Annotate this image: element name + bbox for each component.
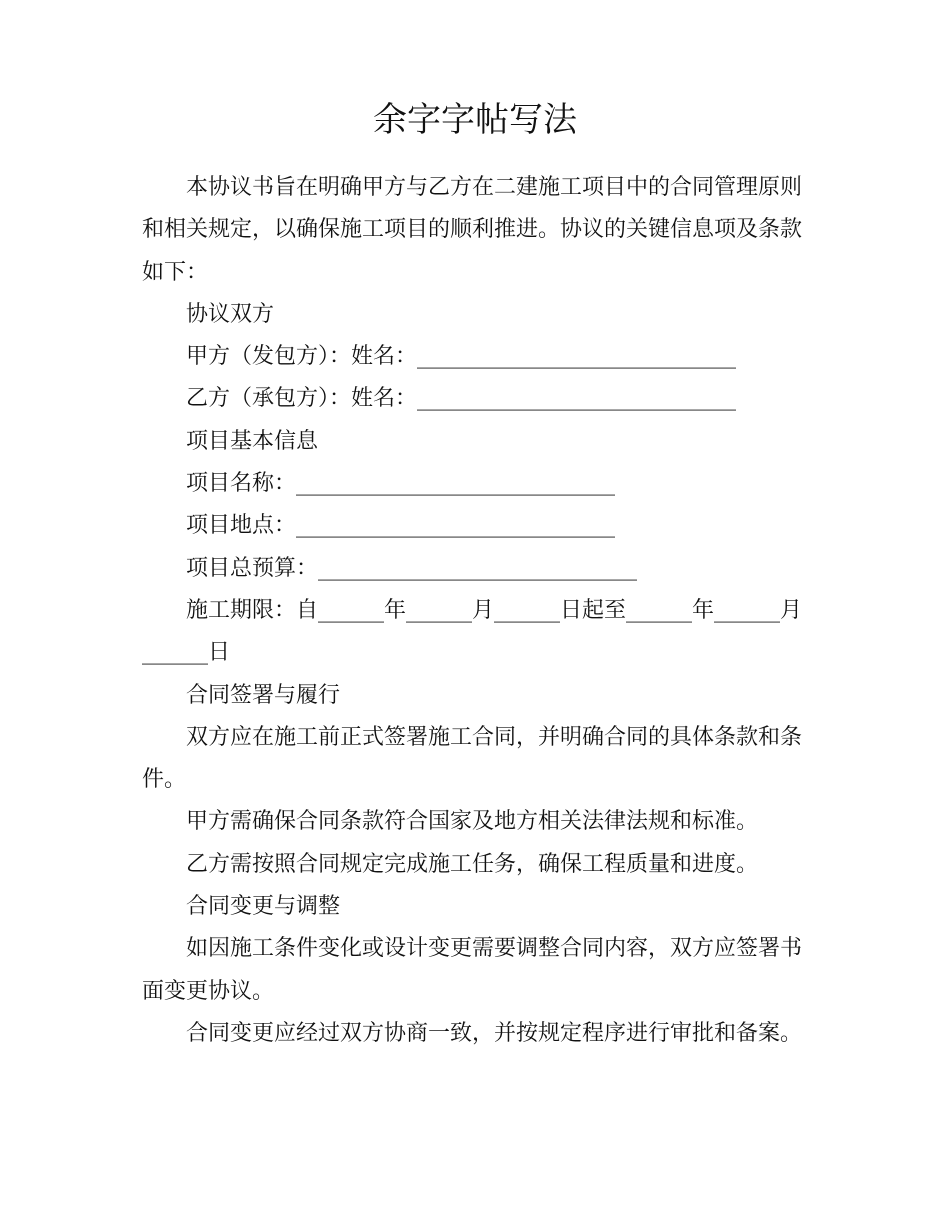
section-heading-project-info: 项目基本信息 <box>186 428 319 454</box>
intro-line: 本协议书旨在明确甲方与乙方在二建施工项目中的合同管理原则 <box>186 175 803 200</box>
paragraph-line: 合同变更应经过双方协商一致，并按规定程序进行审批和备案。 <box>186 1020 803 1046</box>
party-b-name-blank: _____________________________ <box>417 386 737 412</box>
intro-line: 和相关规定，以确保施工项目的顺利推进。协议的关键信息项及条款 <box>142 217 803 243</box>
project-name-blank: _____________________________ <box>296 471 616 497</box>
construction-period-line: 施工期限：自______年______月______日起至______年______月 <box>186 597 803 623</box>
paragraph-line: 甲方需确保合同条款符合国家及地方相关法律法规和标准。 <box>186 809 759 835</box>
section-heading-parties: 协议双方 <box>186 301 275 327</box>
paragraph-line: 双方应在施工前正式签署施工合同，并明确合同的具体条款和条 <box>186 724 803 750</box>
project-location-blank: _____________________________ <box>296 513 616 539</box>
project-location-field <box>142 505 822 547</box>
intro-line: 如下： <box>142 259 209 285</box>
document-title: 余字字帖写法 <box>373 100 577 140</box>
project-budget-blank: _____________________________ <box>318 555 638 581</box>
paragraph-line: 乙方需按照合同规定完成施工任务，确保工程质量和进度。 <box>186 851 759 877</box>
document-body <box>142 167 822 1055</box>
party-a-name-blank: _____________________________ <box>417 344 737 370</box>
party-b-field <box>142 378 822 420</box>
section-heading-signing: 合同签署与履行 <box>186 682 341 708</box>
party-b-label: 乙方（承包方）：姓名： <box>186 386 418 412</box>
section-heading-changes: 合同变更与调整 <box>186 894 341 920</box>
paragraph-line: 件。 <box>142 767 187 793</box>
project-budget-label: 项目总预算： <box>186 555 319 581</box>
party-a-field <box>142 336 822 378</box>
paragraph-line: 如因施工条件变化或设计变更需要调整合同内容，双方应签署书 <box>186 936 803 962</box>
project-name-field <box>142 463 822 505</box>
project-budget-field <box>142 548 822 590</box>
party-a-label: 甲方（发包方）：姓名： <box>186 344 418 370</box>
construction-period-line: ______日 <box>142 640 231 666</box>
project-name-label: 项目名称： <box>186 471 297 497</box>
project-location-label: 项目地点： <box>186 513 297 539</box>
paragraph-line: 面变更协议。 <box>142 978 275 1004</box>
